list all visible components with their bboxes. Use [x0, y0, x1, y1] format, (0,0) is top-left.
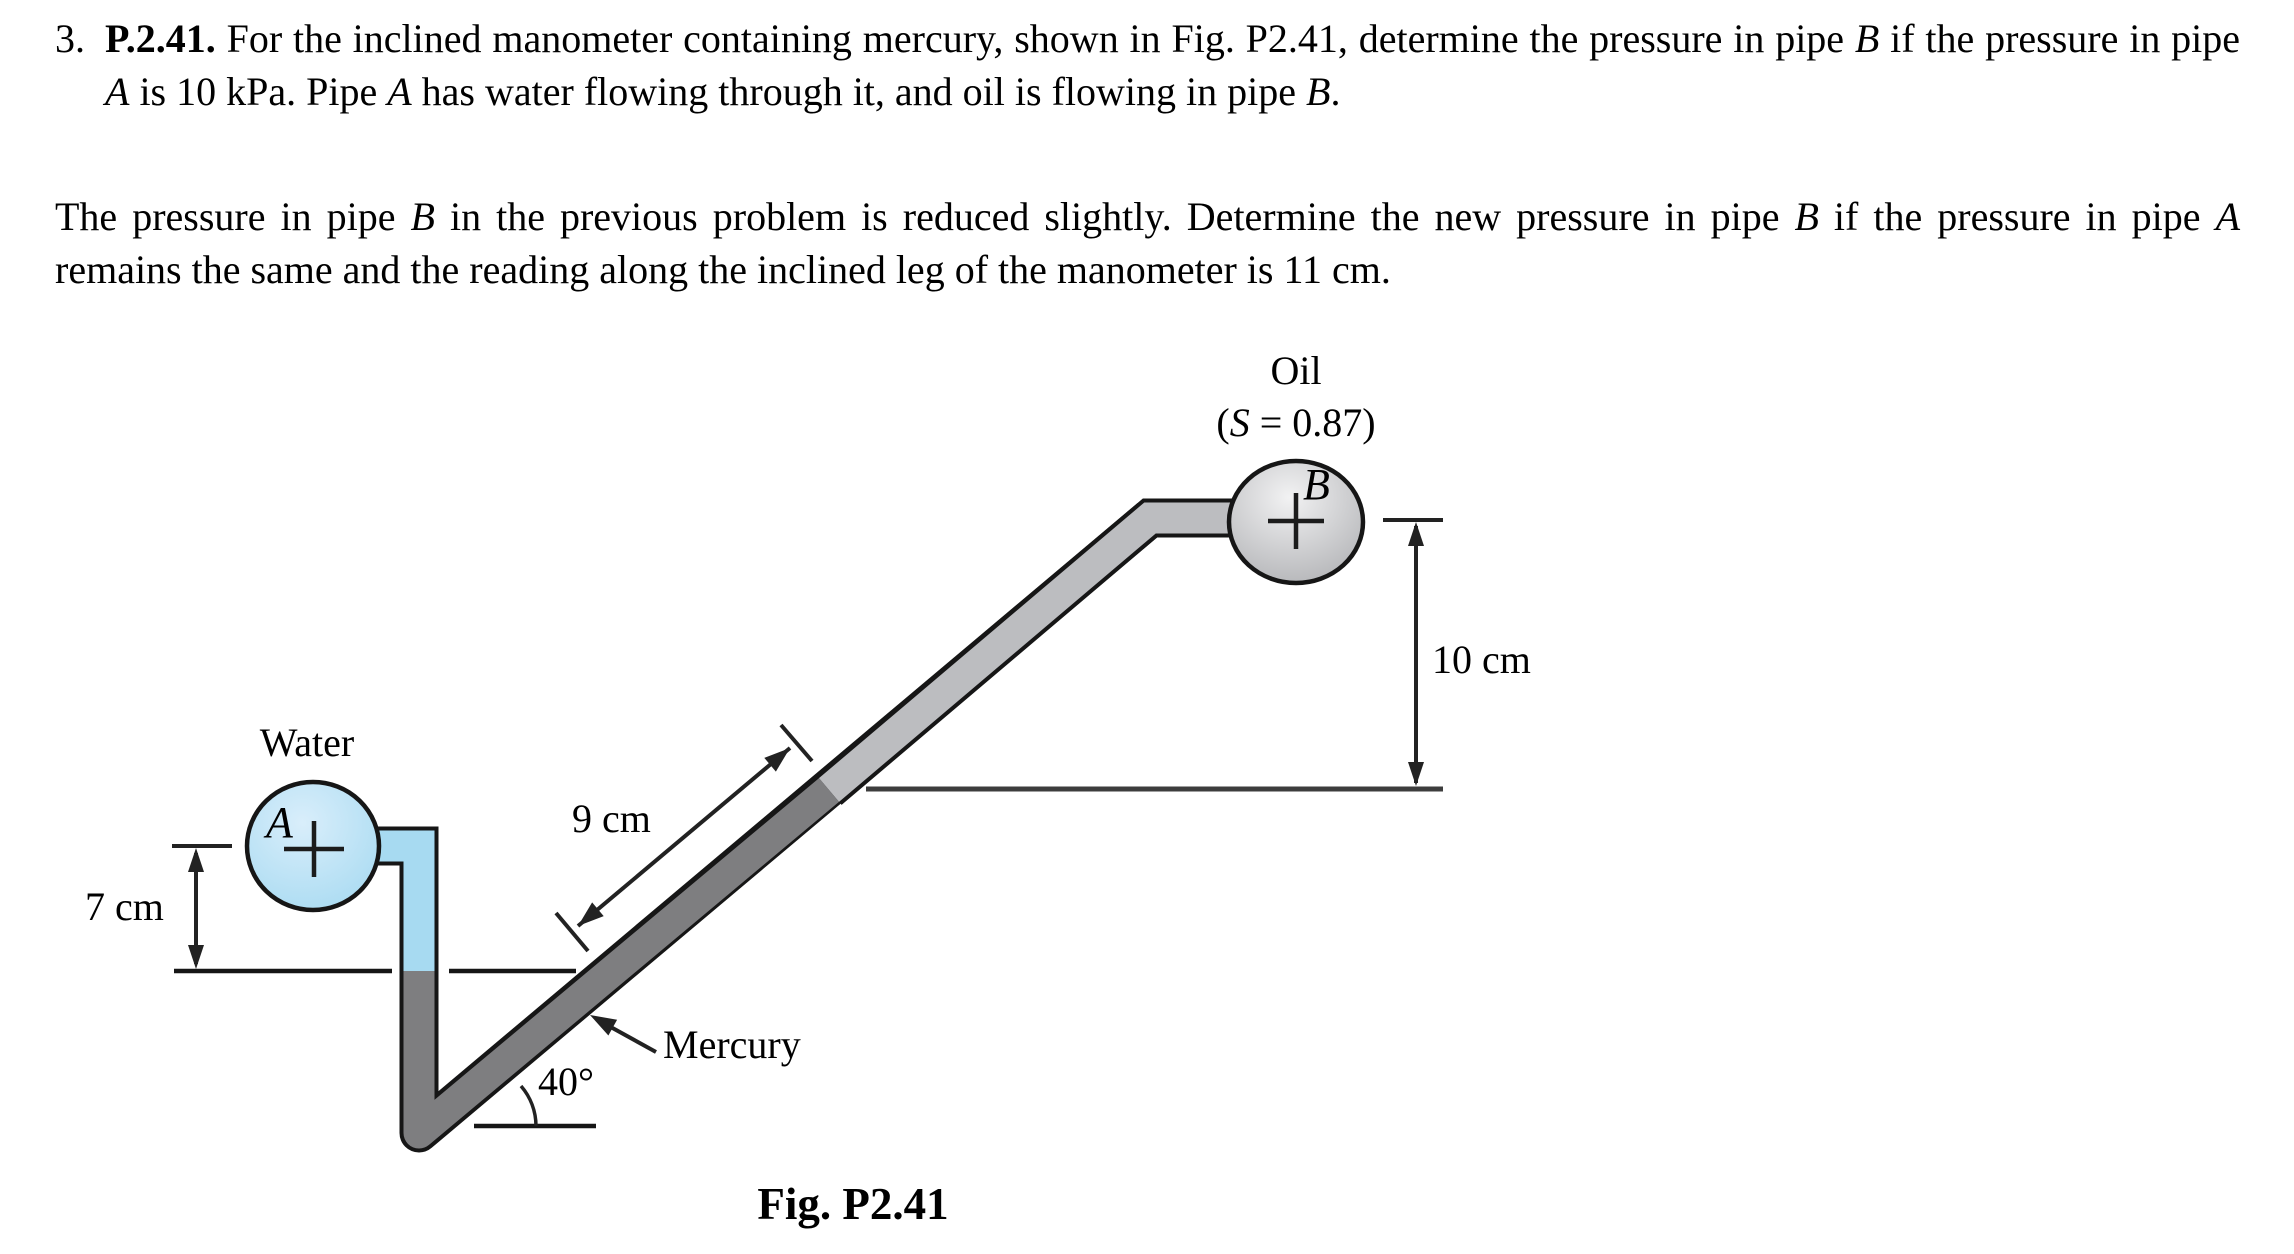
mercury-label: Mercury [663, 1022, 801, 1067]
arrowhead-up-icon [188, 848, 204, 872]
arrowhead-down-icon [188, 945, 204, 969]
dim-10cm-label: 10 cm [1432, 637, 1531, 682]
problem-number: 3. [55, 16, 85, 61]
mercury-fill [419, 790, 829, 1133]
followup-statement: The pressure in pipe B in the previous problem is reduced slightly. Determine the new pressure in pipe B if the pressure in pipe A remains the same and the reading along the inclined leg of the manometer is 11 cm. [55, 194, 2240, 292]
mercury-pointer [586, 1007, 656, 1052]
dim-7cm-label: 7 cm [85, 884, 164, 929]
arrowhead-up-icon [1408, 522, 1424, 546]
oil-label: Oil [1270, 348, 1322, 393]
angle-arc [521, 1086, 536, 1126]
pipe-b-letter: B [1303, 460, 1330, 509]
water-label: Water [259, 720, 355, 765]
problem-statement: P.2.41. For the inclined manometer containing mercury, shown in Fig. P2.41, determine the pressure in pipe B if the pressure in pipe A is 10 kPa. Pipe A has water flowing through it, and oil is flowing in pipe B. [105, 16, 2241, 114]
pipe-a-letter: A [266, 798, 293, 847]
empty-tube-fill [829, 518, 1245, 790]
arrowhead-down-icon [1408, 762, 1424, 786]
dim-9cm-label: 9 cm [572, 796, 651, 841]
dimension-7cm [172, 846, 232, 969]
angle-label: 40° [538, 1059, 594, 1104]
tick-9cm-high [781, 725, 812, 761]
oil-specific-gravity-label: (S = 0.87) [1216, 400, 1376, 445]
figure-caption: Fig. P2.41 [757, 1179, 949, 1229]
